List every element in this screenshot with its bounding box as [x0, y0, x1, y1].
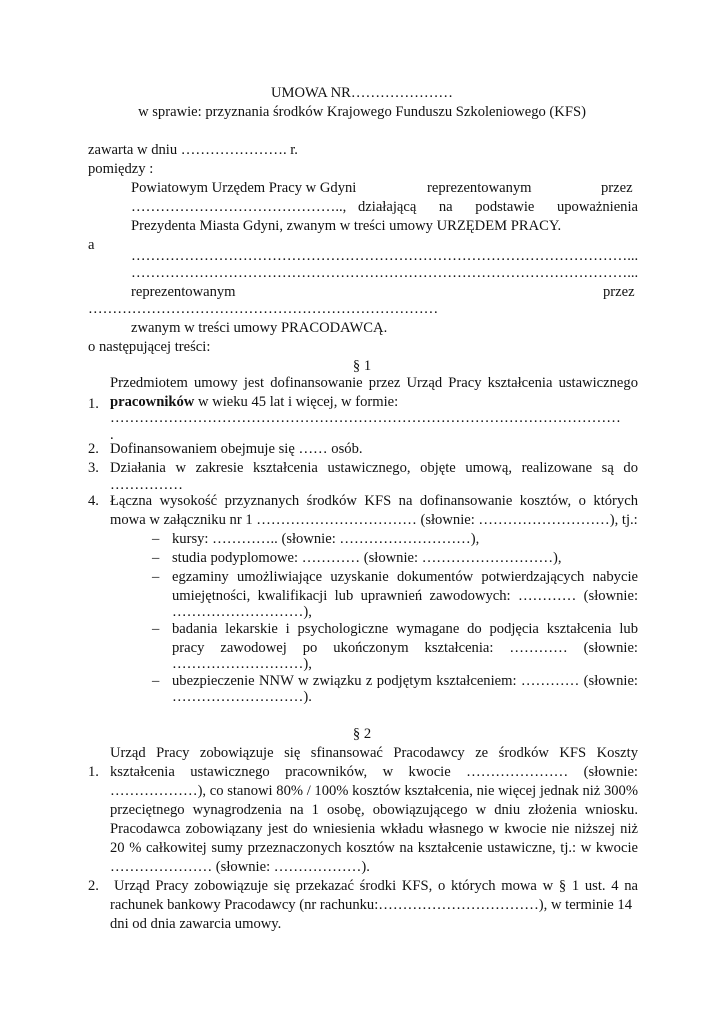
s1-item3-number: 3.	[88, 460, 99, 476]
following-text: o następującej treści:	[88, 339, 211, 355]
s2-item1-number: 1.	[88, 764, 99, 780]
sub-studia: studia podyplomowe: ………… (słownie: ………………………),	[172, 550, 562, 566]
s1-item3-line1: Działania w zakresie kształcenia ustawicznego, objęte umową, realizowane są do	[110, 460, 638, 476]
s2-item1-line3: ………………), co stanowi 80% / 100% kosztów kształcenia, nie więcej jednak niż 300%	[110, 783, 638, 799]
section2-heading: § 2	[352, 726, 372, 742]
s1-item4-line2: mowa w załączniku nr 1 …………………………… (słownie: ………………………), tj.:	[110, 512, 638, 528]
sub-badania-line2: pracy zawodowej po ukończonym kształcenia: ………… (słownie:	[172, 640, 638, 656]
party2-line2: …………………………………………………………………………………………...	[131, 265, 639, 281]
sub-egzaminy-line1: egzaminy umożliwiające uzyskanie dokumentów potwierdzających nabycie	[172, 569, 638, 585]
party2-dots: ………………………………………………………………	[88, 301, 439, 317]
dash-bullet: –	[152, 673, 160, 689]
s1-item1-line4: .	[110, 427, 114, 443]
party2-przez: przez	[603, 284, 635, 300]
party1-przez: przez	[601, 180, 633, 196]
party1-line3: Prezydenta Miasta Gdyni, zwanym w treści umowy URZĘDEM PRACY.	[131, 218, 562, 234]
sub-nnw-line1: ubezpieczenie NNW w związku z podjętym kształceniem: ………… (słownie:	[172, 673, 638, 689]
document-title: UMOWA NR…………………	[270, 85, 454, 101]
sub-kursy: kursy: ………….. (słownie: ………………………),	[172, 531, 480, 547]
sub-egzaminy-line2: umiejętności, kwalifikacji lub uprawnień zawodowych: ………… (słownie:	[172, 588, 638, 604]
s2-item2-line3: dni od dnia zawarcia umowy.	[110, 916, 282, 932]
dash-bullet: –	[152, 621, 160, 637]
dash-bullet: –	[152, 531, 160, 547]
party1-line2-rest: działającą na podstawie upoważnienia	[358, 199, 638, 215]
s2-item1-line7: ………………… (słownie: ………………).	[110, 859, 370, 875]
s2-item1-line4: przeciętnego wynagrodzenia na 1 osobę, obowiązującego w dniu złożenia wniosku.	[110, 802, 638, 818]
party2-named: zwanym w treści umowy PRACODAWCĄ.	[131, 320, 388, 336]
dash-bullet: –	[152, 550, 160, 566]
conjunction-a: a	[88, 237, 95, 253]
s1-item2-number: 2.	[88, 441, 99, 457]
s2-item2-line1: Urząd Pracy zobowiązuje się przekazać środki KFS, o których mowa w § 1 ust. 4 na	[114, 878, 638, 894]
sub-badania-line1: badania lekarskie i psychologiczne wymagane do podjęcia kształcenia lub	[172, 621, 638, 637]
s2-item1-line6: 20 % całkowitej sumy przeznaczonych kosztów na kształcenie ustawiczne, tj.: w kwocie	[110, 840, 638, 856]
s2-item1-line2: kształcenia ustawicznego pracowników, w kwocie ………………… (słownie:	[110, 764, 638, 780]
party1-rep: reprezentowanym	[427, 180, 532, 196]
s2-item2-number: 2.	[88, 878, 99, 894]
date-line: zawarta w dniu …………………. r.	[88, 142, 298, 158]
s1-item1-number: 1.	[88, 396, 99, 412]
s1-item1-bold: pracowników	[110, 394, 195, 410]
s1-item4-number: 4.	[88, 493, 99, 509]
party2-rep: reprezentowanym	[131, 284, 236, 300]
party2-line1: …………………………………………………………………………………………...	[131, 248, 639, 264]
document-subtitle: w sprawie: przyznania środków Krajowego Funduszu Szkoleniowego (KFS)	[138, 104, 586, 120]
s1-item1-line1: Przedmiotem umowy jest dofinansowanie przez Urząd Pracy kształcenia ustawicznego	[110, 375, 638, 391]
s1-item3-line2: ……………	[110, 477, 183, 493]
s2-item2-line2: rachunek bankowy Pracodawcy (nr rachunku:……………………………), w terminie 14	[110, 897, 633, 913]
party1-line2-dots: ……………………………………..,	[131, 199, 347, 215]
sub-nnw-line2: ………………………).	[172, 689, 312, 705]
sub-egzaminy-line3: ………………………),	[172, 604, 312, 620]
s2-item1-line5: Pracodawca zobowiązany jest do wniesienia wkładu własnego w kwocie nie niższej niż	[110, 821, 638, 837]
party1-name: Powiatowym Urzędem Pracy w Gdyni	[131, 180, 357, 196]
between-label: pomiędzy :	[88, 161, 154, 177]
s1-item1-line3: ……………………………………………………………………………………………	[110, 410, 621, 426]
sub-badania-line3: ………………………),	[172, 656, 312, 672]
section1-heading: § 1	[352, 358, 372, 374]
s1-item2: Dofinansowaniem obejmuje się …… osób.	[110, 441, 363, 457]
dash-bullet: –	[152, 569, 160, 585]
s2-item1-line1: Urząd Pracy zobowiązuje się sfinansować Pracodawcy ze środków KFS Koszty	[110, 745, 638, 761]
s1-item1-line2-rest: w wieku 45 lat i więcej, w formie:	[194, 394, 399, 410]
s1-item4-line1: Łączna wysokość przyznanych środków KFS na dofinansowanie kosztów, o których	[110, 493, 638, 509]
